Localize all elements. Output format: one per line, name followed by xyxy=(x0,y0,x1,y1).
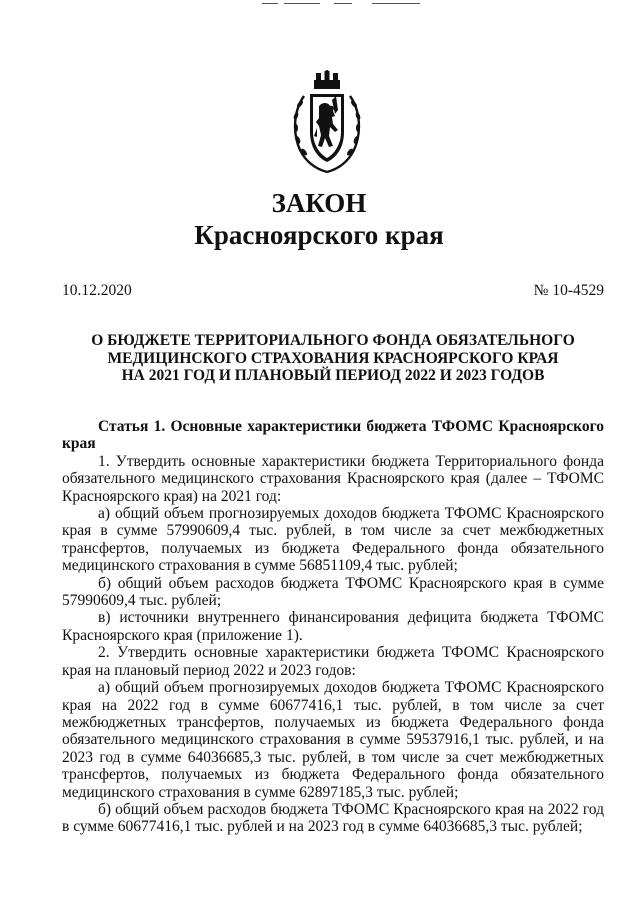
paragraph: б) общий объем расходов бюджета ТФОМС Красноярского края на 2022 год в сумме 60677416,1 тыс. рублей и на 2023 год в сумме 64036685,3 тыс. рублей; xyxy=(62,800,604,836)
paragraph: б) общий объем расходов бюджета ТФОМС Красноярского края в сумме 57990609,4 тыс. рублей; xyxy=(62,574,604,610)
paragraph: а) общий объем прогнозируемых доходов бюджета ТФОМС Красноярского края на 2022 год в сумме 60677416,1 тыс. рублей, в том числе за счет межбюджетных трансфертов, получаемых из бюджета Федерального фонда обязательного медицинского страхования в сумме 59537916,1 тыс. рублей, и на 2023 год в сумме 64036685,3 тыс. рублей, в том числе за счет межбюджетных трансфертов, получаемых из бюджета Федерального фонда обязательного медицинского страхования в сумме 62897185,3 тыс. рублей; xyxy=(62,679,604,801)
law-heading-line: НА 2021 ГОД И ПЛАНОВЫЙ ПЕРИОД 2022 И 2023 ГОДОВ xyxy=(121,367,545,384)
law-heading xyxy=(60,332,606,385)
article-title: Статья 1. Основные характеристики бюджета ТФОМС Красноярского края xyxy=(62,418,604,453)
document-number: № 10-4529 xyxy=(533,282,604,299)
law-body xyxy=(62,418,604,836)
scan-top-marks xyxy=(0,0,638,6)
paragraph: 1. Утвердить основные характеристики бюджета Территориального фонда обязательного медицинского страхования Красноярского края (далее – ТФОМС Красноярского края) на 2021 год: xyxy=(62,452,604,505)
document-title: ЗАКОН xyxy=(271,188,367,218)
document-date: 10.12.2020 xyxy=(62,282,132,299)
law-heading-line: МЕДИЦИНСКОГО СТРАХОВАНИЯ КРАСНОЯРСКОГО КРАЯ xyxy=(107,349,559,367)
paragraph: а) общий объем прогнозируемых доходов бюджета ТФОМС Красноярского края в сумме 57990609,4 тыс. рублей, в том числе за счет межбюджетных трансфертов, получаемых из бюджета Федерального фонда обязательного медицинского страхования в сумме 56851109,4 тыс. рублей; xyxy=(62,505,604,575)
document-subtitle: Красноярского края xyxy=(194,220,444,250)
paragraph: в) источники внутреннего финансирования дефицита бюджета ТФОМС Красноярского края (приложение 1). xyxy=(62,609,604,644)
law-heading-line: О БЮДЖЕТЕ ТЕРРИТОРИАЛЬНОГО ФОНДА ОБЯЗАТЕЛЬНОГО xyxy=(91,332,575,349)
paragraph: 2. Утвердить основные характеристики бюджета ТФОМС Красноярского края на плановый период 2022 и 2023 годов: xyxy=(62,644,604,679)
krasnoyarsk-coat-of-arms-icon xyxy=(286,70,368,176)
